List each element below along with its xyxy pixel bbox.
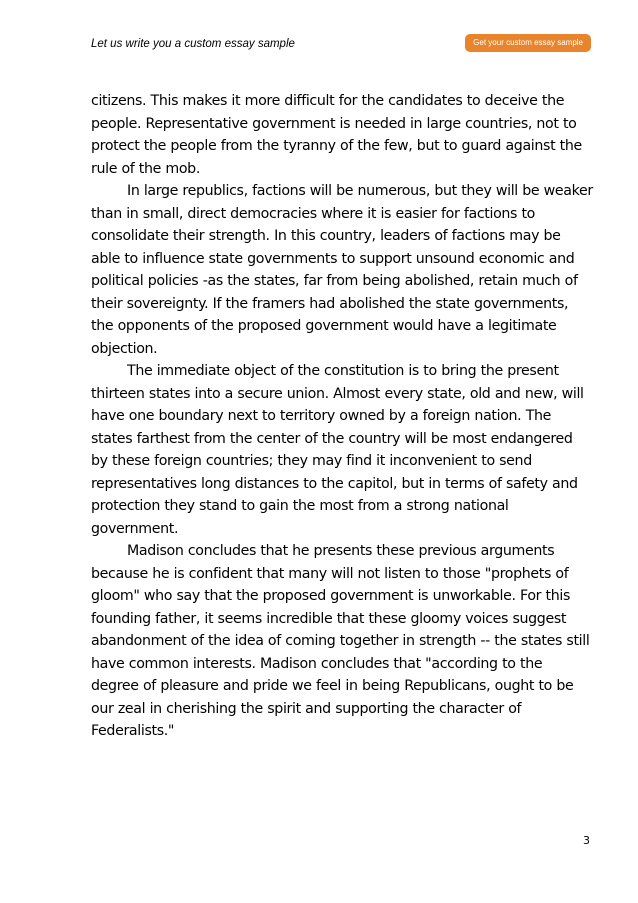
essay-body [91, 90, 593, 743]
header-tagline: Let us write you a custom essay sample [91, 38, 295, 50]
page-header [91, 34, 591, 54]
paragraph-factions: In large republics, factions will be numerous, but they will be weaker than in small, direct democracies where it is easier for factions to consolidate their strength. In this country, leaders of factions may be able to influence state governments to support unsound economic and political policies -as the states, far from being abolished, retain much of their sovereignty. If the framers had abolished the state governments, the opponents of the proposed government would have a legitimate objection. [91, 183, 593, 357]
paragraph-union: The immediate object of the constitution is to bring the present thirteen states into a secure union. Almost every state, old and new, will have one boundary next to territory owned by a foreign nation. The states farthest from the center of the country will be most endangered by these foreign countries; they may find it inconvenient to send representatives long distances to the capitol, but in terms of safety and protection they stand to gain the most from a strong national government. [91, 363, 584, 537]
page-number: 3 [583, 834, 590, 847]
get-custom-essay-button[interactable]: Get your custom essay sample [465, 34, 591, 52]
paragraph-continuation: citizens. This makes it more difficult for the candidates to deceive the people. Representative government is needed in large countries, not to protect the people from the tyranny of the few, but to guard against the rule of the mob. [91, 93, 582, 177]
paragraph-conclusion: Madison concludes that he presents these previous arguments because he is confident that many will not listen to those "prophets of gloom" who say that the proposed government is unworkable. For this founding father, it seems incredible that these gloomy voices suggest abandonment of the idea of coming together in strength -- the states still have common interests. Madison concludes that "according to the degree of pleasure and pride we feel in being Republicans, ought to be our zeal in cherishing the spirit and supporting the character of Federalists." [91, 543, 590, 739]
